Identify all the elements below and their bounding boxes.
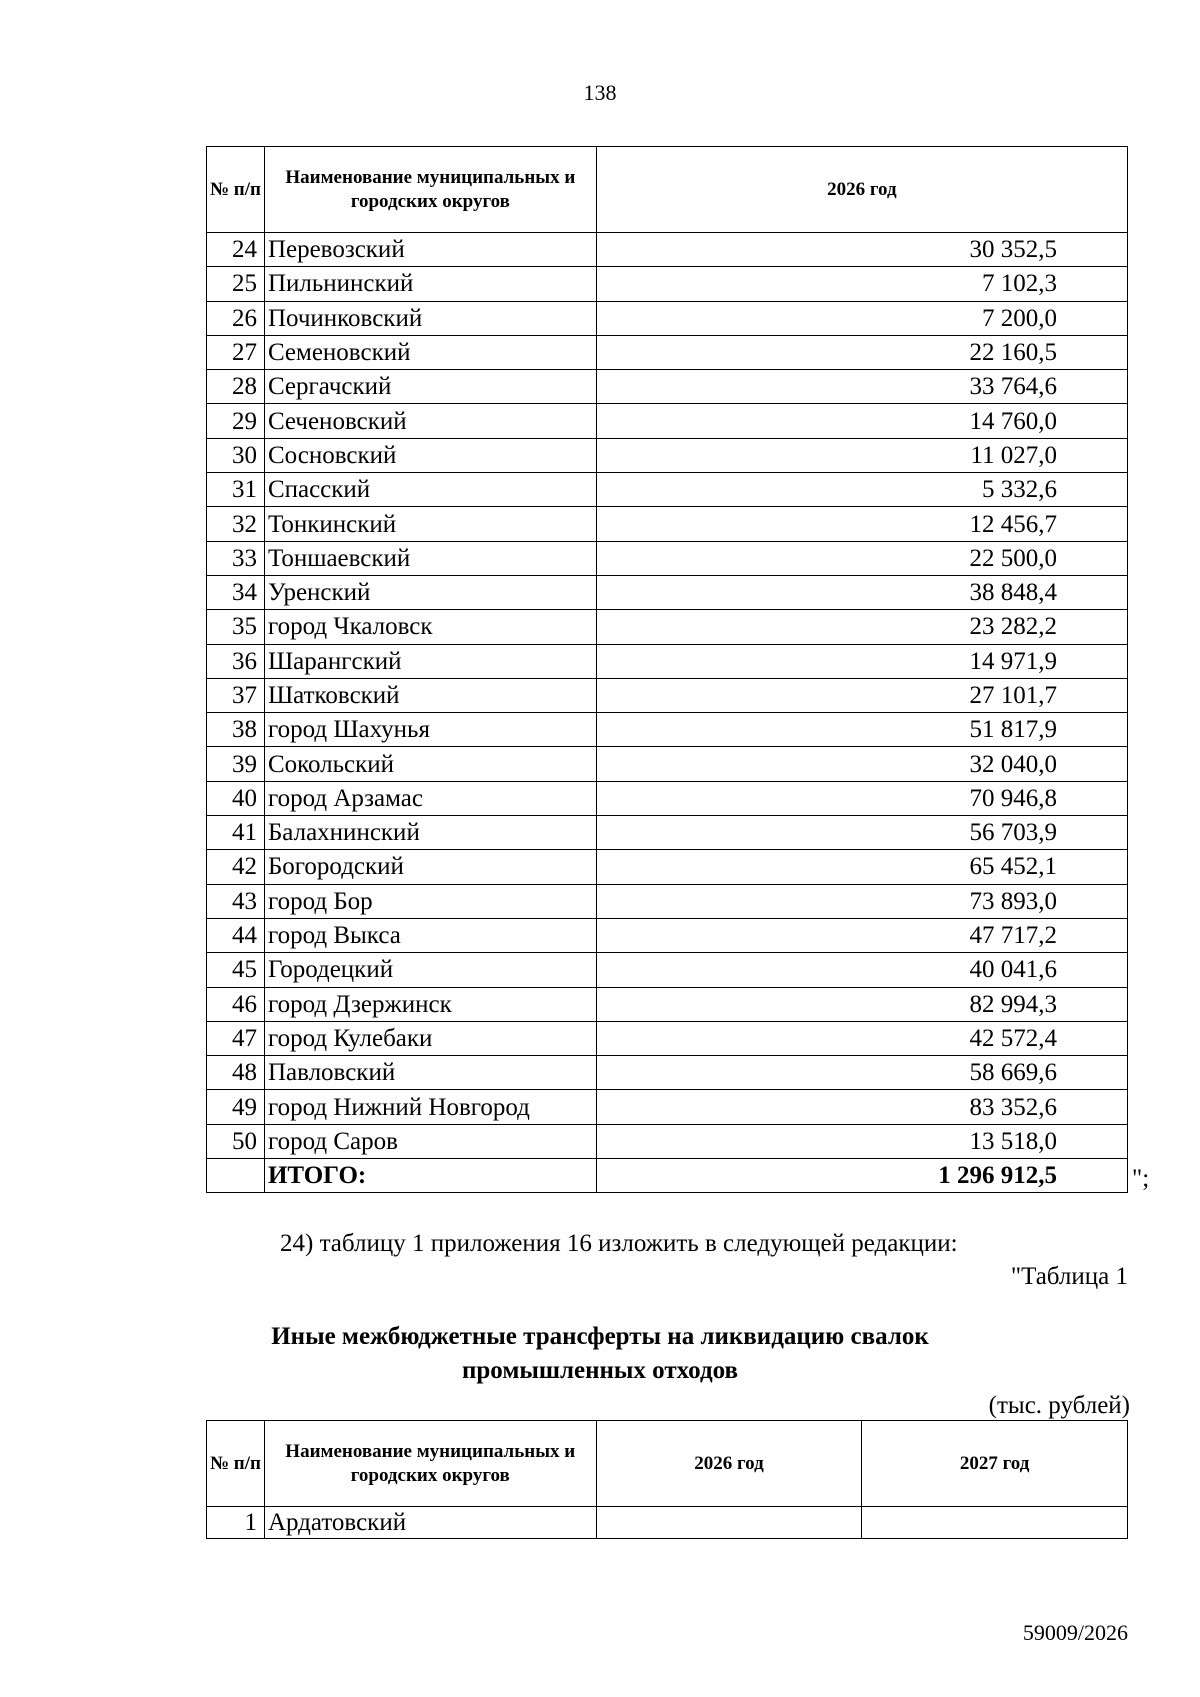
- municipality-name: город Шахунья: [264, 713, 596, 747]
- row-number: 42: [207, 850, 265, 884]
- value-2026: 5 332,6: [596, 473, 1127, 507]
- section-title: [0, 1320, 1200, 1388]
- value-2026: 42 572,4: [596, 1021, 1127, 1055]
- value-2026: [596, 1507, 862, 1539]
- table-row: [207, 816, 1128, 850]
- value-2026: 14 760,0: [596, 404, 1127, 438]
- municipality-name: Сеченовский: [264, 404, 596, 438]
- row-number: 37: [207, 678, 265, 712]
- municipality-name: Уренский: [264, 575, 596, 609]
- row-number: 50: [207, 1124, 265, 1158]
- units-label: (тыс. рублей): [988, 1392, 1130, 1419]
- header-year-2027: 2027 год: [862, 1421, 1128, 1507]
- municipality-name: Спасский: [264, 473, 596, 507]
- table-row: [207, 473, 1128, 507]
- value-2026: 30 352,5: [596, 233, 1127, 267]
- row-number: 48: [207, 1056, 265, 1090]
- table-row: [207, 301, 1128, 335]
- row-number: 28: [207, 370, 265, 404]
- transfers-table-continued: [206, 146, 1128, 1193]
- value-2026: 11 027,0: [596, 438, 1127, 472]
- table-row: [207, 953, 1128, 987]
- table-body: [207, 1507, 1128, 1539]
- closing-quote-mark: ";: [1132, 1165, 1150, 1192]
- table-row: [207, 781, 1128, 815]
- table-row: [207, 987, 1128, 1021]
- table-row: [207, 713, 1128, 747]
- total-value: 1 296 912,5: [596, 1159, 1127, 1193]
- value-2027: [862, 1507, 1128, 1539]
- value-2026: 70 946,8: [596, 781, 1127, 815]
- row-number: 33: [207, 541, 265, 575]
- section-title-line-2: промышленных отходов: [462, 1357, 738, 1384]
- table-row: [207, 1056, 1128, 1090]
- table-row: [207, 370, 1128, 404]
- value-2026: 33 764,6: [596, 370, 1127, 404]
- value-2026: 82 994,3: [596, 987, 1127, 1021]
- header-year-2026: 2026 год: [596, 147, 1127, 233]
- municipality-name: Починковский: [264, 301, 596, 335]
- value-2026: 47 717,2: [596, 918, 1127, 952]
- header-number: № п/п: [207, 147, 265, 233]
- row-number: 40: [207, 781, 265, 815]
- row-number: 29: [207, 404, 265, 438]
- municipality-name: Пильнинский: [264, 267, 596, 301]
- value-2026: 12 456,7: [596, 507, 1127, 541]
- total-number-cell: [207, 1159, 265, 1193]
- table-row: [207, 610, 1128, 644]
- value-2026: 40 041,6: [596, 953, 1127, 987]
- table-row: [207, 541, 1128, 575]
- value-2026: 27 101,7: [596, 678, 1127, 712]
- municipality-name: Сосновский: [264, 438, 596, 472]
- municipality-name: Ардатовский: [264, 1507, 596, 1539]
- row-number: 43: [207, 884, 265, 918]
- row-number: 27: [207, 335, 265, 369]
- table-row: [207, 233, 1128, 267]
- table-row: [207, 335, 1128, 369]
- value-2026: 56 703,9: [596, 816, 1127, 850]
- value-2026: 51 817,9: [596, 713, 1127, 747]
- header-number: № п/п: [207, 1421, 265, 1507]
- table-row: [207, 918, 1128, 952]
- row-number: 44: [207, 918, 265, 952]
- municipality-name: город Арзамас: [264, 781, 596, 815]
- table-row: [207, 438, 1128, 472]
- value-2026: 58 669,6: [596, 1056, 1127, 1090]
- row-number: 26: [207, 301, 265, 335]
- municipality-name: Шарангский: [264, 644, 596, 678]
- row-number: 47: [207, 1021, 265, 1055]
- total-label: ИТОГО:: [264, 1159, 596, 1193]
- municipality-name: Тонкинский: [264, 507, 596, 541]
- table-row: [207, 644, 1128, 678]
- table-row: [207, 1021, 1128, 1055]
- municipality-name: Тоншаевский: [264, 541, 596, 575]
- header-municipality: Наименование муниципальных и городских округов: [264, 147, 596, 233]
- table-row: [207, 884, 1128, 918]
- municipality-name: Балахнинский: [264, 816, 596, 850]
- table-row: [207, 1507, 1128, 1539]
- municipality-name: город Саров: [264, 1124, 596, 1158]
- total-row: [207, 1159, 1128, 1193]
- page-number: 138: [583, 80, 617, 105]
- row-number: 32: [207, 507, 265, 541]
- header-year-2026: 2026 год: [596, 1421, 862, 1507]
- municipality-name: город Кулебаки: [264, 1021, 596, 1055]
- municipality-name: Городецкий: [264, 953, 596, 987]
- value-2026: 83 352,6: [596, 1090, 1127, 1124]
- municipality-name: Богородский: [264, 850, 596, 884]
- value-2026: 7 102,3: [596, 267, 1127, 301]
- row-number: 34: [207, 575, 265, 609]
- table-row: [207, 1090, 1128, 1124]
- section-title-line-1: Иные межбюджетные трансферты на ликвидацию свалок: [271, 1323, 929, 1350]
- municipality-name: Перевозский: [264, 233, 596, 267]
- value-2026: 32 040,0: [596, 747, 1127, 781]
- table-header-row: [207, 147, 1128, 233]
- table-row: [207, 747, 1128, 781]
- municipality-name: Сергачский: [264, 370, 596, 404]
- row-number: 31: [207, 473, 265, 507]
- table-row: [207, 678, 1128, 712]
- row-number: 25: [207, 267, 265, 301]
- table-header-row: [207, 1421, 1128, 1507]
- value-2026: 22 160,5: [596, 335, 1127, 369]
- table-row: [207, 267, 1128, 301]
- municipality-name: город Дзержинск: [264, 987, 596, 1021]
- municipality-name: город Выкса: [264, 918, 596, 952]
- row-number: 1: [207, 1507, 265, 1539]
- value-2026: 14 971,9: [596, 644, 1127, 678]
- value-2026: 13 518,0: [596, 1124, 1127, 1158]
- row-number: 30: [207, 438, 265, 472]
- table-row: [207, 575, 1128, 609]
- value-2026: 22 500,0: [596, 541, 1127, 575]
- table-label: "Таблица 1: [1010, 1263, 1128, 1290]
- row-number: 24: [207, 233, 265, 267]
- table-body: [207, 233, 1128, 1193]
- value-2026: 23 282,2: [596, 610, 1127, 644]
- row-number: 39: [207, 747, 265, 781]
- municipality-name: Сокольский: [264, 747, 596, 781]
- municipality-name: Павловский: [264, 1056, 596, 1090]
- table-row: [207, 404, 1128, 438]
- row-number: 38: [207, 713, 265, 747]
- municipality-name: город Бор: [264, 884, 596, 918]
- amendment-instruction: 24) таблицу 1 приложения 16 изложить в следующей редакции:: [280, 1230, 958, 1257]
- value-2026: 7 200,0: [596, 301, 1127, 335]
- row-number: 35: [207, 610, 265, 644]
- header-municipality: Наименование муниципальных и городских округов: [264, 1421, 596, 1507]
- table-row: [207, 507, 1128, 541]
- value-2026: 65 452,1: [596, 850, 1127, 884]
- municipality-name: город Чкаловск: [264, 610, 596, 644]
- municipality-name: Шатковский: [264, 678, 596, 712]
- row-number: 49: [207, 1090, 265, 1124]
- row-number: 46: [207, 987, 265, 1021]
- table-row: [207, 1124, 1128, 1158]
- row-number: 36: [207, 644, 265, 678]
- table-row: [207, 850, 1128, 884]
- row-number: 41: [207, 816, 265, 850]
- municipality-name: город Нижний Новгород: [264, 1090, 596, 1124]
- municipality-name: Семеновский: [264, 335, 596, 369]
- row-number: 45: [207, 953, 265, 987]
- document-id: 59009/2026: [1022, 1620, 1128, 1645]
- landfill-transfers-table: [206, 1420, 1128, 1539]
- value-2026: 73 893,0: [596, 884, 1127, 918]
- value-2026: 38 848,4: [596, 575, 1127, 609]
